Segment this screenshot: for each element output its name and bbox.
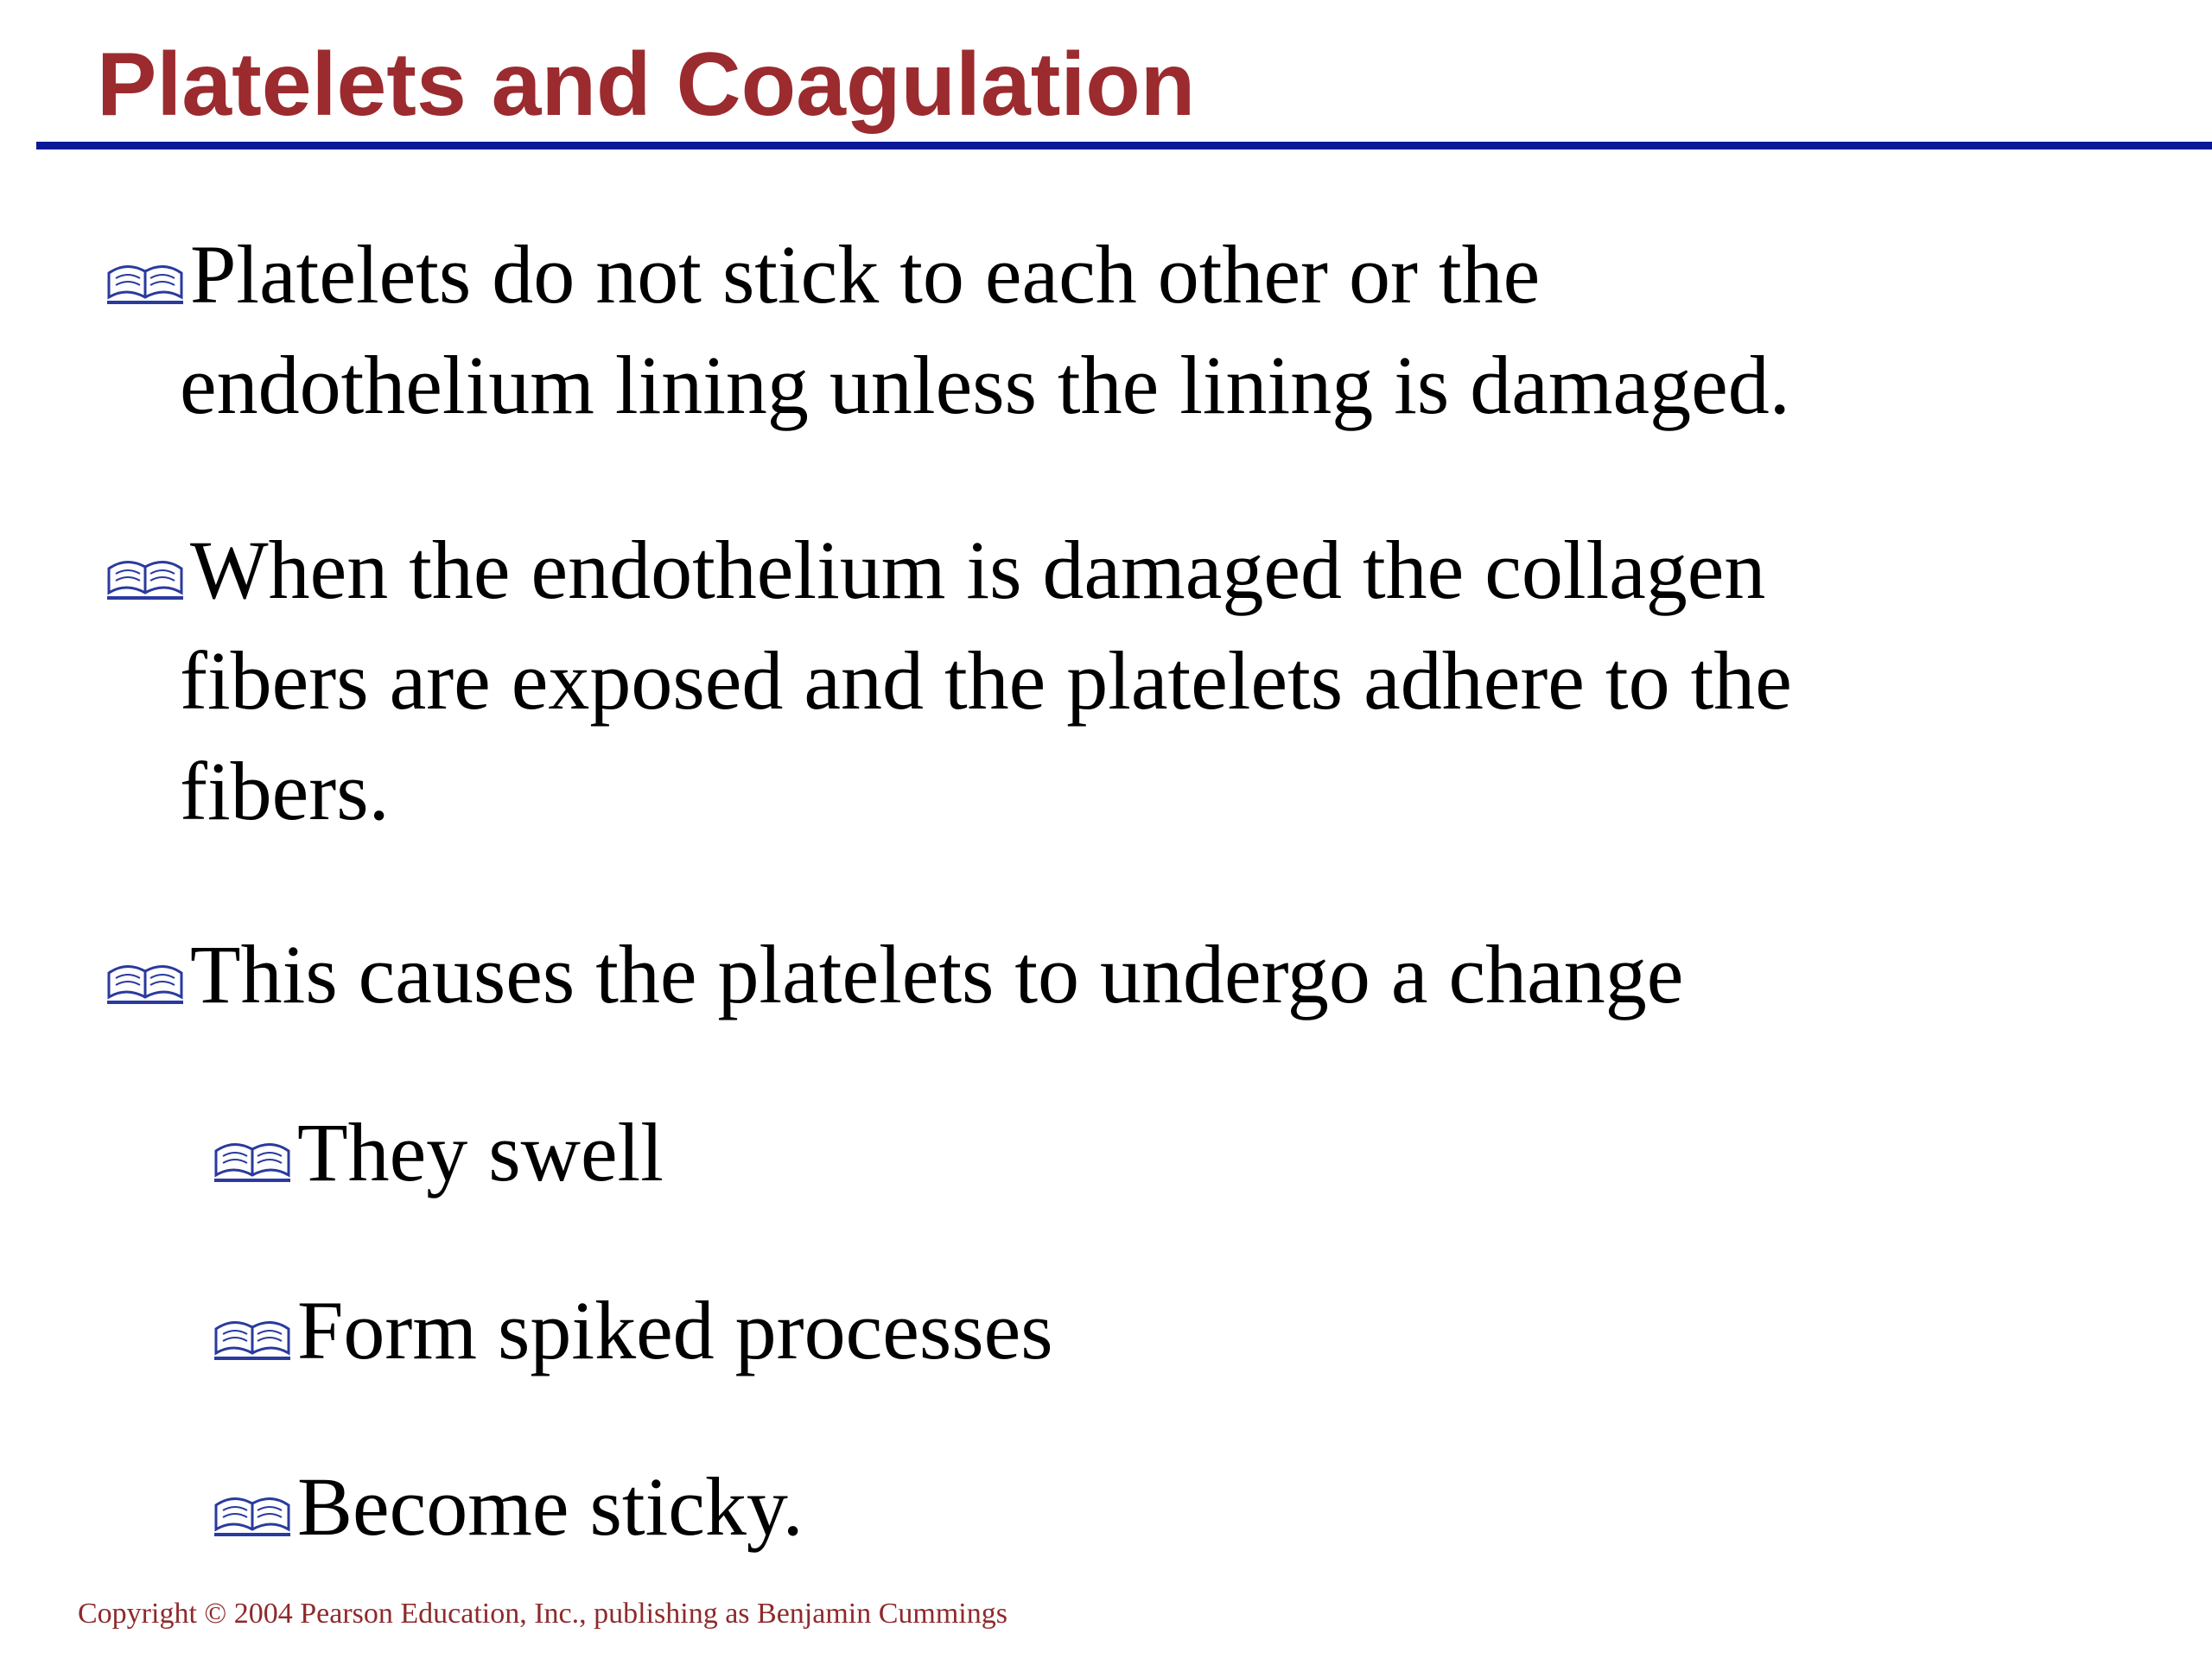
open-book-icon [213,1313,292,1363]
sub-bullet-text: Become sticky. [297,1460,804,1553]
bullet-line: fibers. [180,745,390,837]
bullet-item [180,515,1792,847]
slide-title: Platelets and Coagulation [97,35,1196,135]
sub-bullet-item [297,1452,804,1562]
sub-bullet-text: They swell [297,1106,664,1198]
sub-bullet-item [297,1275,1053,1386]
sub-bullet-item [297,1097,664,1208]
open-book-icon [213,1490,292,1540]
bullet-item [180,219,1790,441]
open-book-icon [105,257,185,308]
open-book-icon [105,553,185,603]
bullet-line: This causes the platelets to undergo a change [190,928,1684,1020]
sub-bullet-text: Form spiked processes [297,1284,1053,1376]
bullet-line: endothelium lining unless the lining is damaged. [180,339,1790,431]
bullet-line: When the endothelium is damaged the collagen [190,524,1766,616]
bullet-item [190,919,1683,1030]
copyright-notice: Copyright © 2004 Pearson Education, Inc., publishing as Benjamin Cummings [78,1598,1007,1630]
bullet-line: fibers are exposed and the platelets adhere to the [180,634,1792,727]
open-book-icon [105,957,185,1007]
title-underline [36,142,2212,149]
bullet-line: Platelets do not stick to each other or the [190,228,1541,321]
open-book-icon [213,1135,292,1185]
